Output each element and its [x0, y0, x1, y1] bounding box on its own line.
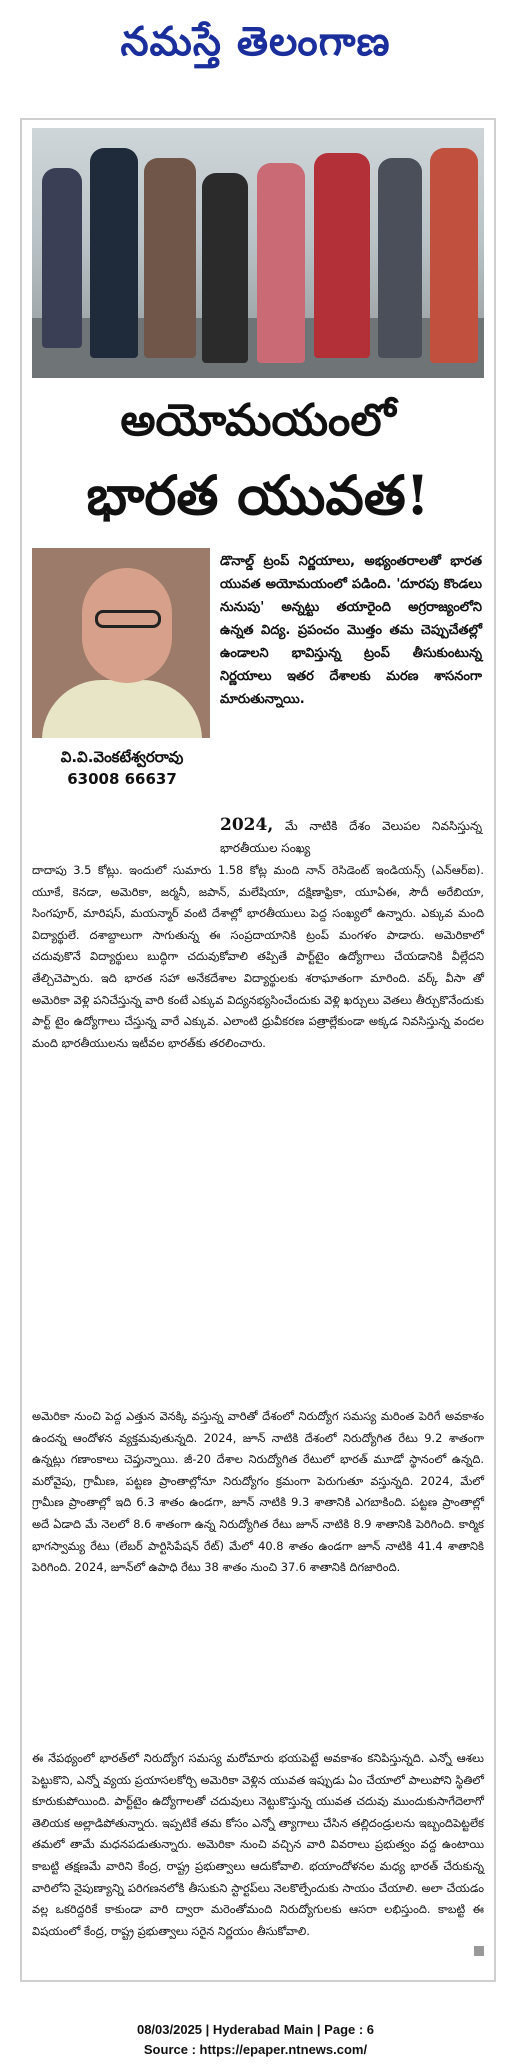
photo-figure — [314, 153, 370, 358]
photo-figure — [42, 168, 82, 348]
article-paragraph-3: ఈ నేపథ్యంలో భారత్‌లో నిరుద్యోగ సమస్య మరోమారు భయపెట్టే అవకాశం కనిపిస్తున్నది. ఎన్నో ఆశలు పెట్టుకొని, ఎన్నో వ్యయ ప్రయాసలకోర్చి అమెరికా వెళ్లిన యువత ఇప్పుడు ఏం చేయాలో పాలుపోని స్థితిలో కూరుకుపోయింది. పార్ట్‌టైం ఉద్యోగాలతో చదువులు నెట్టుకొస్తున్న యువత చదువు ముందుకుసాగేదెలాగో తెలియక అల్లాడిపోతున్నారు. ఇప్పటికే తమ కోసం ఎన్నో త్యాగాలు చేసిన తల్లిదండ్రులను ఇబ్బందిపెట్టలేక తమలో తామే మధనపడుతున్నారు. అమెరికా నుంచి వచ్చిన వారి వివరాలు ప్రభుత్వం వద్ద ఉంటాయి కాబట్టి తక్షణమే వారిని కేంద్ర, రాష్ట్ర ప్రభుత్వాలు ఆదుకోవాలి. భయాందోళనల మధ్య భారత్ చేరుకున్న వారిలోని నైపుణ్యాన్ని పరిగణనలోకి తీసుకుని స్టార్టప్‌లు నెలకొల్పేందుకు సాయం చేయాలి. అలా చేయడం వల్ల ఒకరిద్దరికే కాకుండా వారి ద్వారా మరెంతోమంది నిరుద్యోగులకు ఆసరా లభిస్తుంది. కాబట్టి ఈ విషయంలో కేంద్ర, రాష్ట్ర ప్రభుత్వాలు సరైన నిర్ణయం తీసుకోవాలి. — [32, 1751, 484, 1938]
author-shirt — [42, 680, 202, 738]
author-name: వి.వి.వెంకటేశ్వరరావు — [60, 748, 184, 766]
photo-figure — [430, 148, 478, 363]
footer-edition-info: 08/03/2025 | Hyderabad Main | Page : 6 — [136, 2022, 375, 2037]
article-clipping — [20, 118, 496, 1982]
headline-line-2: భారత యువత! — [86, 463, 430, 527]
photo-figure — [90, 148, 138, 358]
photo-figure — [202, 173, 248, 363]
author-glasses — [95, 610, 161, 628]
masthead — [0, 0, 511, 92]
author-phone: 63008 66637 — [67, 770, 177, 788]
lede-lead-word: 2024, — [220, 815, 274, 835]
article-paragraph-2: అమెరికా నుంచి పెద్ద ఎత్తున వెనక్కి వస్తున్న వారితో దేశంలో నిరుద్యోగ సమస్య మరింత పెరిగే అవకాశం ఉందన్న ఆందోళన వ్యక్తమవుతున్నది. 2024, జూన్ నాటికి దేశంలో నిరుద్యోగిత రేటు 9.2 శాతంగా ఉన్నట్లు గణాంకాలు చెప్తున్నాయి. జీ-20 దేశాల నిరుద్యోగిత రేటులో భారత్ మూడో స్థానంలో ఉన్నది. మరోవైపు, గ్రామీణ, పట్టణ ప్రాంతాల్లోనూ నిరుద్యోగం క్రమంగా పెరుగుతూ వస్తున్నది. 2024, మేలో గ్రామీణ ప్రాంతాల్లో ఇది 6.3 శాతం ఉండగా, జూన్ నాటికి 9.3 శాతానికి ఎగబాకింది. పట్టణ ప్రాంతాల్లో అదే ఏడాది మే నెలలో 8.6 శాతంగా ఉన్న నిరుద్యోగిత రేటు జూన్ నాటికి 8.9 శాతానికి పెరిగింది. కార్మిక భాగస్వామ్య రేటు (లేబర్ పార్టిసిపేషన్ రేట్) మేలో 40.8 శాతం ఉండగా జూన్ నాటికి 41.4 శాతానికి పెరిగింది. 2024, జూన్‌లో ఉపాధి రేటు 38 శాతం నుంచి 37.6 శాతానికి దిగజారింది. — [32, 1409, 484, 1575]
author-photo — [32, 548, 210, 738]
photo-figure — [257, 163, 305, 363]
article-lede — [220, 814, 482, 859]
headline-line-1: అయోమయంలో — [120, 395, 396, 446]
photo-figure — [144, 158, 196, 358]
page-footer — [0, 2020, 511, 2060]
footer-source[interactable]: Source : https://epaper.ntnews.com/ — [143, 2042, 368, 2057]
masthead-logo: నమస్తే తెలంగాణ — [120, 17, 391, 65]
news-photo — [32, 128, 484, 378]
lede-text: మే నాటికి దేశం వెలుపల నివసిస్తున్న భారతీయుల సంఖ్య — [220, 819, 482, 855]
article-intro: డొనాల్డ్ ట్రంప్ నిర్ణయాలు, అభ్యంతరాలతో భారత యువత అయోమయంలో పడింది. 'దూరపు కొండలు నునుపు' అన్నట్టు తయారైంది అగ్రరాజ్యంలోని ఉన్నత విద్య. ప్రపంచం మొత్తం తమ చెప్పుచేతల్లో ఉండాలని భావిస్తున్న ట్రంప్ తీసుకుంటున్న నిర్ణయాలు ఇతర దేశాలకు మరణ శాసనంగా మారుతున్నాయి. — [220, 554, 482, 707]
photo-figure — [378, 158, 422, 358]
article-paragraph-1: దాదాపు 3.5 కోట్లు. ఇందులో సుమారు 1.58 కోట్ల మంది నాన్ రెసిడెంట్ ఇండియన్స్ (ఎన్ఆర్ఐ). యూకే, కెనడా, అమెరికా, జర్మనీ, జపాన్, మలేషియా, దక్షిణాఫ్రికా, యూఏఈ, సౌదీ అరేబియా, సింగపూర్, మారిషస్, మయన్మార్ వంటి దేశాల్లో భారతీయులు పెద్ద సంఖ్యలో ఉన్నారు. ఎక్కువ మంది విద్యార్థులే. దశాబ్దాలుగా సాగుతున్న ఈ సంప్రదాయానికి ట్రంప్ మంగళం పాడారు. అమెరికాలో చదువుకొనే విద్యార్థులు బుద్ధిగా చదువుకోవాలి తప్పితే పార్ట్‌టైం ఉద్యోగాలు చేయడానికి వీల్లేదని తేల్చిచెప్పారు. ఇది భారత సహా అనేకదేశాల విద్యార్థులకు శరాఘాతంగా మారింది. వర్క్ వీసా తో అమెరికా వెళ్లి పనిచేస్తున్న వారి కంటే ఎక్కువ విద్యనభ్యసించేందుకు వెళ్లి ఖర్చులు వెతలు తీర్చుకొనేందుకు పార్ట్ టైం ఉద్యోగాలు చేస్తున్న వారే ఎక్కువ. ఎలాంటి ధ్రువీకరణ పత్రాల్లేకుండా అక్కడ నివసిస్తున్న వందల మంది భారతీయులను ఇటీవల భారత్‌కు తరలించారు. — [32, 863, 484, 1050]
end-mark — [474, 1946, 484, 1956]
